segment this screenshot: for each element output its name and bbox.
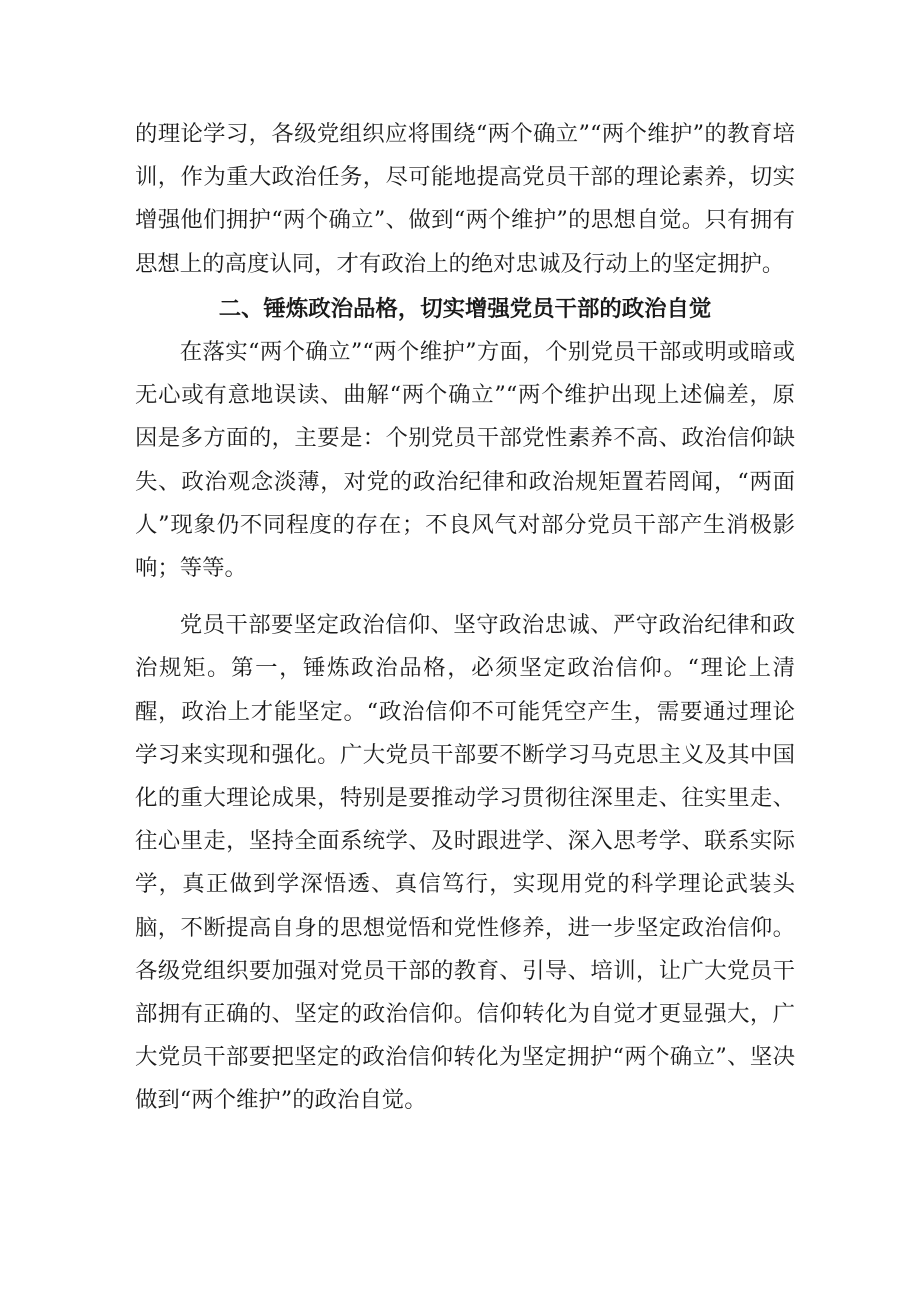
- paragraph-continued: 的理论学习，各级党组织应将围绕“两个确立”“两个维护”的教育培训，作为重大政治任务，尽可能地提高党员干部的理论素养，切实增强他们拥护“两个确立”、做到“两个维护”的思想自觉。只有拥有思想上的高度认同，才有政治上的绝对忠诚及行动上的坚定拥护。: [135, 121, 795, 277]
- body-text: [135, 113, 795, 1123]
- section-heading: 二、锤炼政治品格，切实增强党员干部的政治自觉: [218, 295, 712, 322]
- paragraph-2: 在落实“两个确立”“两个维护”方面，个别党员干部或明或暗或无心或有意地误读、曲解“两个确立”“两个维护出现上述偏差，原因是多方面的，主要是：个别党员干部党性素养不高、政治信仰缺失、政治观念淡薄，对党的政治纪律和政治规矩置若罔闻，“两面人”现象仍不同程度的存在；不良风气对部分党员干部产生消极影响；等等。: [135, 339, 795, 582]
- paragraph-3: 党员干部要坚定政治信仰、坚守政治忠诚、严守政治纪律和政治规矩。第一，锤炼政治品格，必须坚定政治信仰。“理论上清醒，政治上才能坚定。“政治信仰不可能凭空产生，需要通过理论学习来实现和强化。广大党员干部要不断学习马克思主义及其中国化的重大理论成果，特别是要推动学习贯彻往深里走、往实里走、往心里走，坚持全面系统学、及时跟进学、深入思考学、联系实际学，真正做到学深悟透、真信笃行，实现用党的科学理论武装头脑，不断提高自身的思想觉悟和党性修养，进一步坚定政治信仰。各级党组织要加强对党员干部的教育、引导、培训，让广大党员干部拥有正确的、坚定的政治信仰。信仰转化为自觉才更显强大，广大党员干部要把坚定的政治信仰转化为坚定拥护“两个确立”、坚决做到“两个维护”的政治自觉。: [135, 612, 795, 1114]
